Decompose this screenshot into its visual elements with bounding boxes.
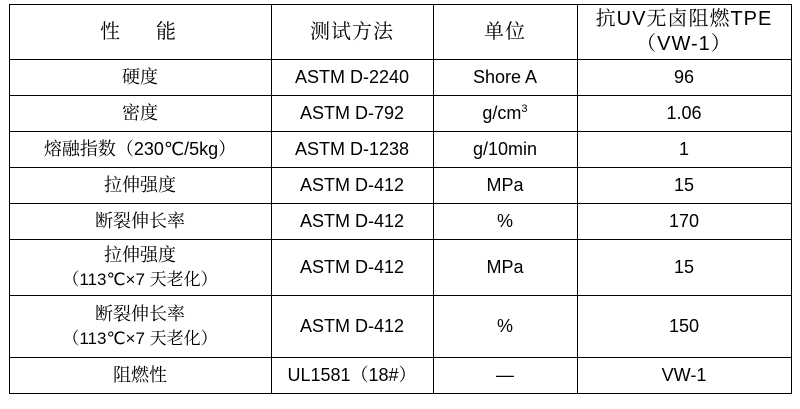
table-row	[9, 168, 791, 204]
cell-unit-superscript: 3	[521, 103, 528, 116]
cell-value: 150	[577, 295, 791, 357]
cell-unit: %	[433, 295, 577, 357]
property-spec-table	[9, 4, 792, 394]
cell-value: 15	[577, 168, 791, 204]
cell-method: ASTM D-412	[271, 168, 433, 204]
table-header-row	[9, 5, 791, 60]
column-header-property: 性 能	[9, 5, 271, 60]
table-row	[9, 204, 791, 240]
table-row	[9, 240, 791, 296]
cell-method: UL1581（18#）	[271, 357, 433, 393]
cell-value: VW-1	[577, 357, 791, 393]
cell-unit: %	[433, 204, 577, 240]
cell-unit: Shore A	[433, 60, 577, 96]
cell-unit: MPa	[433, 240, 577, 296]
cell-unit: —	[433, 357, 577, 393]
cell-property: 密度	[9, 96, 271, 132]
cell-property-line2: （113℃×7 天老化）	[62, 270, 218, 290]
cell-property: 硬度	[9, 60, 271, 96]
cell-method: ASTM D-2240	[271, 60, 433, 96]
cell-property: 熔融指数（230℃/5kg）	[9, 132, 271, 168]
cell-property-line1: 断裂伸长率	[95, 303, 185, 324]
cell-method: ASTM D-412	[271, 295, 433, 357]
cell-property	[9, 295, 271, 357]
cell-unit	[433, 96, 577, 132]
column-header-method: 测试方法	[271, 5, 433, 60]
cell-property: 断裂伸长率	[9, 204, 271, 240]
table-row	[9, 96, 791, 132]
table-row	[9, 132, 791, 168]
cell-property	[9, 240, 271, 296]
cell-unit: MPa	[433, 168, 577, 204]
cell-value: 15	[577, 240, 791, 296]
column-header-unit: 单位	[433, 5, 577, 60]
cell-method: ASTM D-412	[271, 204, 433, 240]
table-row	[9, 357, 791, 393]
cell-property: 阻燃性	[9, 357, 271, 393]
cell-unit: g/10min	[433, 132, 577, 168]
cell-value: 170	[577, 204, 791, 240]
cell-property-line2: （113℃×7 天老化）	[62, 328, 218, 348]
table-body	[9, 60, 791, 394]
table-row	[9, 60, 791, 96]
cell-method: ASTM D-792	[271, 96, 433, 132]
table-row	[9, 295, 791, 357]
cell-property: 拉伸强度	[9, 168, 271, 204]
cell-method: ASTM D-412	[271, 240, 433, 296]
cell-value: 1.06	[577, 96, 791, 132]
cell-property-line1: 拉伸强度	[104, 245, 176, 265]
cell-value: 96	[577, 60, 791, 96]
column-header-value: 抗UV无卤阻燃TPE（VW-1）	[577, 5, 791, 60]
cell-unit-text: g/cm	[482, 103, 522, 124]
cell-method: ASTM D-1238	[271, 132, 433, 168]
cell-value: 1	[577, 132, 791, 168]
table-header	[9, 5, 791, 60]
